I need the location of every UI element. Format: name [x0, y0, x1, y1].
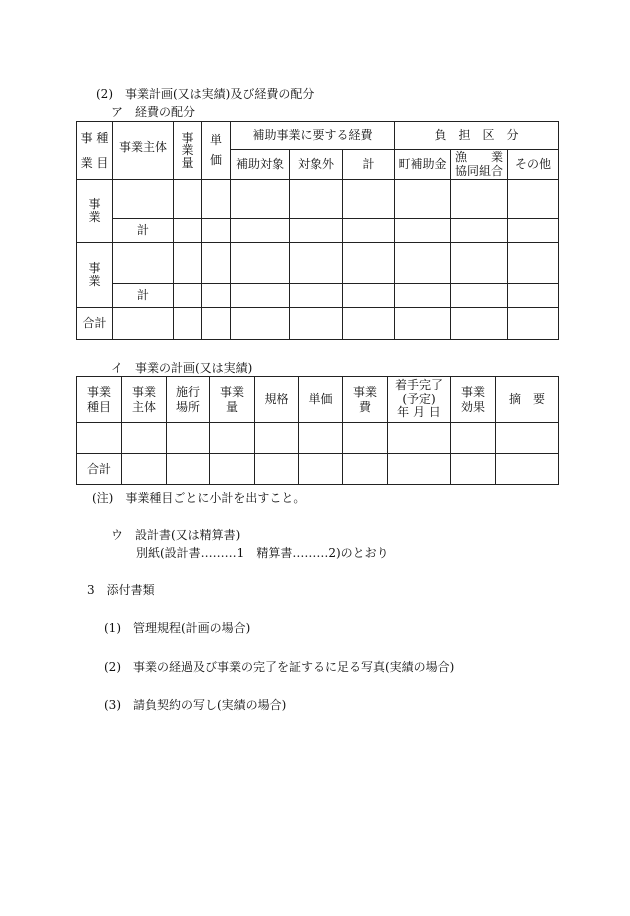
header-hojo-yosuru: 補助事業に要する経費: [231, 122, 395, 150]
header-shumoku: 事業 種目: [77, 377, 122, 423]
header-gyogyo: 漁 業 協同組合: [451, 150, 508, 180]
header-jigyo-shutai: 事業主体: [113, 122, 174, 180]
total-label: 合計: [77, 308, 113, 340]
subtotal-label: 計: [113, 284, 174, 308]
header-sonota: その他: [508, 150, 559, 180]
heading-2: (2) 事業計画(又は実績)及び経費の配分: [96, 87, 315, 101]
header-koka: 事業 効果: [451, 377, 496, 423]
header-shutai: 事業 主体: [122, 377, 167, 423]
note: (注) 事業種目ごとに小計を出すこと。: [92, 491, 306, 505]
header-futan: 負 担 区 分: [395, 122, 559, 150]
header-jigyo-shumoku: 事 種 業 目: [77, 122, 113, 180]
attachment-item: (2) 事業の経過及び事業の完了を証するに足る写真(実績の場合): [104, 660, 455, 674]
header-basho: 施行 場所: [167, 377, 210, 423]
total-label: 合計: [77, 454, 122, 485]
header-tanka: 単価: [299, 377, 343, 423]
header-kikaku: 規格: [255, 377, 299, 423]
table-cell: [113, 180, 174, 219]
group-label: 事 業: [77, 243, 113, 308]
header-ryo: 事業 量: [210, 377, 255, 423]
header-tanka: 単 価: [202, 122, 231, 180]
section-u-body: 別紙(設計書………1 精算書………2)のとおり: [136, 546, 389, 560]
header-hojo-taisho: 補助対象: [231, 150, 290, 180]
section-a-title: ア 経費の配分: [111, 105, 196, 119]
subtotal-label: 計: [113, 219, 174, 243]
heading-3: 3 添付書類: [87, 583, 155, 597]
plan-table: [76, 376, 559, 485]
header-taisho-gai: 対象外: [290, 150, 343, 180]
group-label: 事 業: [77, 180, 113, 243]
header-cho-hojokin: 町補助金: [395, 150, 451, 180]
header-date: 着手完了 (予定) 年 月 日: [388, 377, 451, 423]
attachment-item: (1) 管理規程(計画の場合): [104, 621, 251, 635]
section-u-title: ウ 設計書(又は精算書): [111, 528, 241, 542]
attachment-item: (3) 請負契約の写し(実績の場合): [104, 698, 287, 712]
header-jigyo-ryo: 事 業 量: [174, 122, 202, 180]
header-hi: 事業 費: [343, 377, 388, 423]
budget-table: [76, 121, 559, 340]
header-kei: 計: [343, 150, 395, 180]
section-i-title: イ 事業の計画(又は実績): [111, 361, 253, 375]
header-tekiyo: 摘 要: [496, 377, 559, 423]
